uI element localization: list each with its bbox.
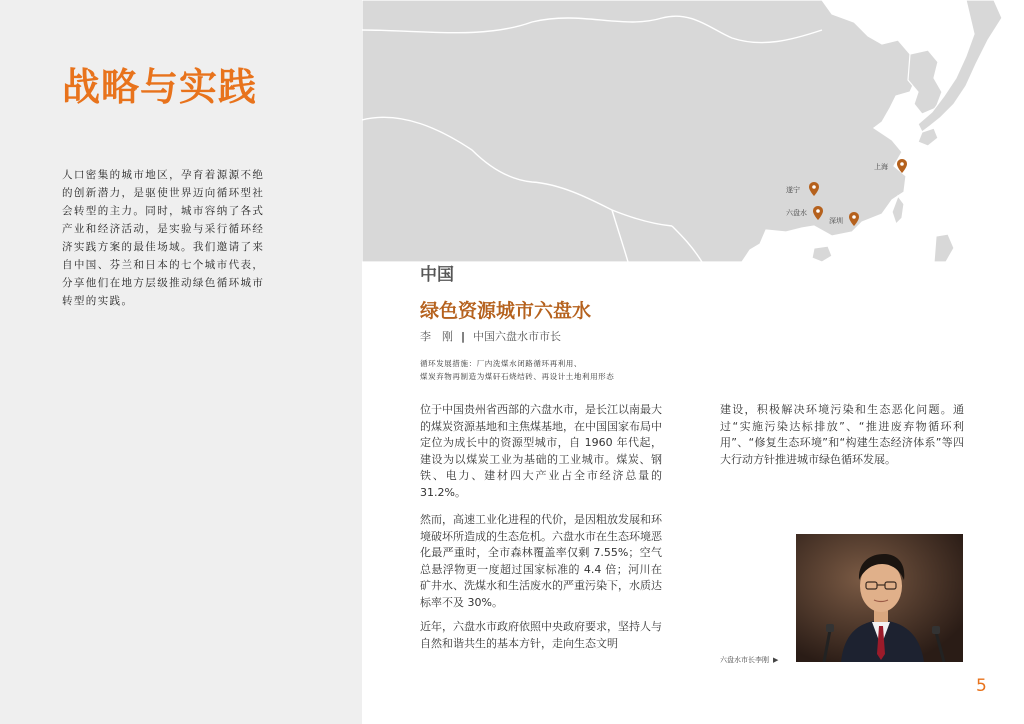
article-paragraph: 建设，积极解决环境污染和生态恶化问题。通过“实施污染达标排放”、“推进废弃物循环利用”、“修复生态环境”和“构建生态经济体系”等四大行动方针推进城市绿色循环发展。 — [720, 403, 964, 466]
city-label-liupanshui: 六盘水 — [786, 209, 807, 217]
photo-caption-text: 六盘水市长李刚 — [720, 656, 769, 664]
article-paragraph: 近年，六盘水市政府依照中央政府要求，坚持人与自然和谐共生的基本方针，走向生态文明 — [420, 620, 662, 650]
portrait-graphic — [796, 534, 963, 662]
article-paragraph: 然而，高速工业化进程的代价，是因粗放发展和环境破坏所造成的生态危机。六盘水市在生态环境恶化最严重时，全市森林覆盖率仅剩 7.55%；空气总悬浮物更一度超过国家标准的 4.4 倍；河川在矿井水、洗煤水和生活废水的严重污染下，水质达标率不及 30%。 — [420, 513, 662, 609]
location-pin-icon — [813, 206, 823, 220]
location-pin-icon — [897, 159, 907, 173]
measures-caption — [420, 357, 680, 383]
city-label-suining: 遂宁 — [786, 186, 800, 194]
measures-caption-line-2: 煤炭弃物再制造为煤矸石烧结砖、再设计土地利用形态 — [420, 372, 615, 381]
photo-caption — [720, 655, 778, 665]
byline — [420, 328, 561, 344]
author-name: 李 刚 — [420, 330, 453, 343]
left-panel — [0, 0, 362, 724]
caption-arrow-icon: ▶ — [773, 656, 779, 664]
mayor-photo — [796, 534, 963, 662]
city-label-shanghai: 上海 — [874, 163, 888, 171]
location-pin-icon — [849, 212, 859, 226]
byline-separator: | — [461, 330, 466, 343]
map — [362, 0, 1024, 262]
intro-text: 人口密集的城市地区，孕育着源源不绝的创新潜力，是驱使世界迈向循环型社会转型的主力。同时，城市容纳了各式产业和经济活动，是实验与采行循环经济实践方案的最佳场域。我们邀请了来自中国、芬兰和日本的七个城市代表，分享他们在地方层级推动绿色循环城市转型的实践。 — [62, 169, 265, 307]
section-title: 战略与实践 — [62, 65, 258, 109]
article-country: 中国 — [420, 265, 454, 285]
article-title: 绿色资源城市六盘水 — [420, 300, 592, 322]
page-number: 5 — [976, 676, 987, 696]
map-graphic — [362, 0, 1024, 262]
location-pin-icon — [809, 182, 819, 196]
city-label-shenzhen: 深圳 — [829, 217, 843, 225]
article-paragraph: 位于中国贵州省西部的六盘水市，是长江以南最大的煤炭资源基地和主焦煤基地，在中国国家布局中定位为成长中的资源型城市，自 1960 年代起，建设为以煤炭工业为基础的工业城市。煤炭、钢铁、电力、建材四大产业占全市经济总量的 31.2%。 — [420, 403, 662, 499]
measures-caption-line-1: 循环发展措施：厂内洗煤水闭路循环再利用、 — [420, 359, 582, 368]
author-title: 中国六盘水市市长 — [473, 330, 562, 343]
